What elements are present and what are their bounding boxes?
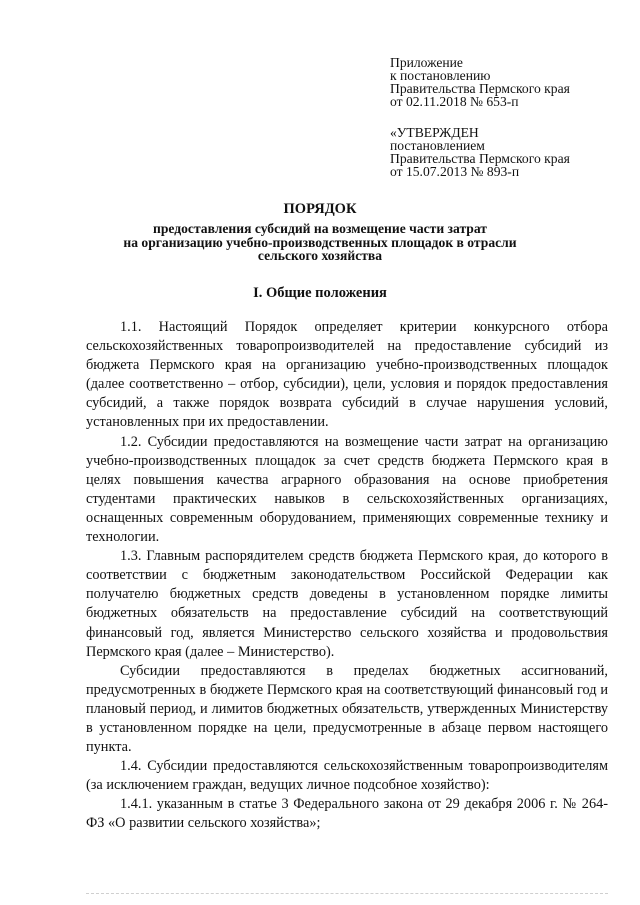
document-body [86,318,608,834]
approved-line: «УТВЕРЖДЕН [390,125,479,140]
approved-line: Правительства Пермского края [390,151,570,166]
paragraph-1-4: 1.4. Субсидии предоставляются сельскохозяйственным товаропроизводителям (за исключением граждан, ведущих личное подсобное хозяйство): [86,758,608,794]
subtitle-line: сельского хозяйства [257,248,383,263]
header-line: Приложение [390,55,463,70]
header-line: Правительства Пермского края [390,81,570,96]
header-line: от 02.11.2018 № 653-п [390,94,519,109]
approved-line: постановлением [390,138,485,153]
subtitle-line: на организацию учебно-производственных площадок в отрасли [123,234,517,250]
paragraph-1-3-subsidies: Субсидии предоставляются в пределах бюджетных ассигнований, предусмотренных в бюджете Пермского края на соответствующий финансовый год и плановый период, и лимитов бюджетных обязательств, утвержденных Министерству в установленном порядке на цели, предусмотренные в абзаце первом настоящего пункта. [86,662,608,756]
document-subtitle [0,222,640,263]
header-appendix [390,56,630,178]
subtitle-line: предоставления субсидий на возмещение части затрат [153,221,487,236]
document-title: ПОРЯДОК [283,201,357,217]
paragraph-1-1: 1.1. Настоящий Порядок определяет критерии конкурсного отбора сельскохозяйственных товаропроизводителей на предоставление субсидий из бюджета Пермского края на организацию учебно-производственных площадок (далее соответственно – отбор, субсидии), цели, условия и порядок предоставления субсидий, а также порядок возврата субсидий в случае нарушения условий, установленных при их предоставлении. [86,319,608,431]
header-line: к постановлению [390,68,491,83]
header-gap [390,108,630,126]
paragraph-1-3: 1.3. Главным распорядителем средств бюджета Пермского края, до которого в соответствии с бюджетным законодательством Российской Федерации как получателю бюджетных средств доведены в установленном порядке лимиты бюджетных обязательств на предоставление субсидий на соответствующий финансовый год, является Министерство сельского хозяйства и продовольствия Пермского края (далее – Министерство). [86,548,608,660]
section-heading: I. Общие положения [253,285,387,301]
approved-line: от 15.07.2013 № 893-п [390,164,520,179]
paragraph-1-2: 1.2. Субсидии предоставляются на возмещение части затрат на организацию учебно-производственных площадок за счет средств бюджета Пермского края в целях повышения качества аграрного образования на основе приобретения студентами практических навыков в сельскохозяйственных организациях, оснащенных современным оборудованием, применяющих современные технику и технологии. [86,433,608,546]
paragraph-1-4-1: 1.4.1. указанным в статье 3 Федерального закона от 29 декабря 2006 г. № 264-ФЗ «О развитии сельского хозяйства»; [86,796,608,832]
page-bottom-divider [86,893,608,894]
